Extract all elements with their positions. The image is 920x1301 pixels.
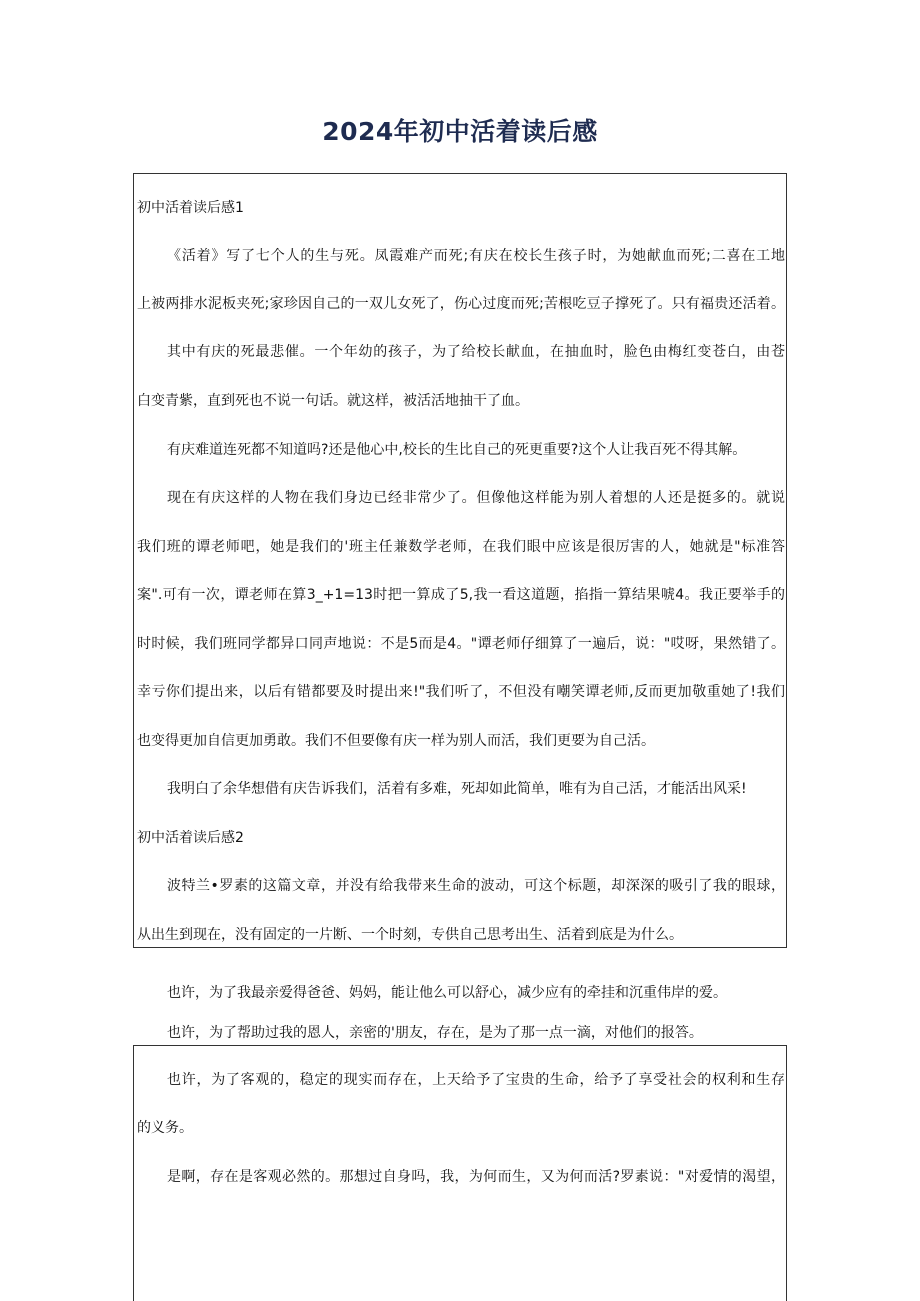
paragraph-line: 白变青紫，直到死也不说一句话。就这样，被活活地抽干了血。 [137, 393, 529, 409]
section-heading: 初中活着读后感2 [137, 830, 244, 846]
paragraph-line: 时时候，我们班同学都异口同声地说：不是5而是4。"谭老师仔细算了一遍后，说："哎呀，果然错了。 [137, 636, 785, 652]
paragraph-line: 也许，为了我最亲爱得爸爸、妈妈，能让他么可以舒心，减少应有的牵挂和沉重伟岸的爱。 [167, 985, 727, 1001]
paragraph-line: 从出生到现在，没有固定的一片断、一个时刻，专供自己思考出生、活着到底是为什么。 [137, 927, 683, 943]
paragraph-line: 也许，为了帮助过我的恩人，亲密的'朋友，存在，是为了那一点一滴，对他们的报答。 [167, 1025, 703, 1041]
paragraph-line: 的义务。 [137, 1120, 193, 1136]
paragraph-line: 现在有庆这样的人物在我们身边已经非常少了。但像他这样能为别人着想的人还是挺多的。就说 [167, 490, 785, 506]
document-title: 2024年初中活着读后感 [322, 117, 598, 146]
paragraph-line: 案".可有一次，谭老师在算3_+1=13时把一算成了5,我一看这道题，掐指一算结果唬4。我正要举手的 [137, 587, 785, 603]
paragraph-line: 也许，为了客观的，稳定的现实而存在，上天给予了宝贵的生命，给予了享受社会的权利和生存 [167, 1072, 785, 1088]
paragraph-line: 是啊，存在是客观必然的。那想过自身吗，我，为何而生，又为何而活?罗素说："对爱情的渴望， [167, 1169, 785, 1185]
paragraph-line: 有庆难道连死都不知道吗?还是他心中,校长的生比自己的死更重要?这个人让我百死不得其解。 [167, 442, 747, 458]
paragraph-line: 波特兰•罗素的这篇文章，并没有给我带来生命的波动，可这个标题，却深深的吸引了我的眼球， [167, 878, 785, 894]
paragraph-line: 上被两排水泥板夹死;家珍因自己的一双儿女死了，伤心过度而死;苦根吃豆子撑死了。只有福贵还活着。 [137, 296, 785, 312]
paragraph-line: 其中有庆的死最悲催。一个年幼的孩子，为了给校长献血，在抽血时，脸色由梅红变苍白，由苍 [167, 344, 785, 360]
paragraph-line: 《活着》写了七个人的生与死。凤霞难产而死;有庆在校长生孩子时，为她献血而死;二喜在工地 [167, 248, 785, 264]
section-heading: 初中活着读后感1 [137, 200, 244, 216]
paragraph-line: 我们班的谭老师吧，她是我们的'班主任兼数学老师，在我们眼中应该是很厉害的人，她就是"标准答 [137, 539, 785, 555]
paragraph-line: 我明白了余华想借有庆告诉我们，活着有多难，死却如此简单，唯有为自己活，才能活出风采! [167, 781, 747, 797]
paragraph-line: 幸亏你们提出来，以后有错都要及时提出来!"我们听了，不但没有嘲笑谭老师,反而更加敬重她了!我们 [137, 684, 785, 700]
paragraph-line: 也变得更加自信更加勇敢。我们不但要像有庆一样为别人而活，我们更要为自己活。 [137, 733, 655, 749]
